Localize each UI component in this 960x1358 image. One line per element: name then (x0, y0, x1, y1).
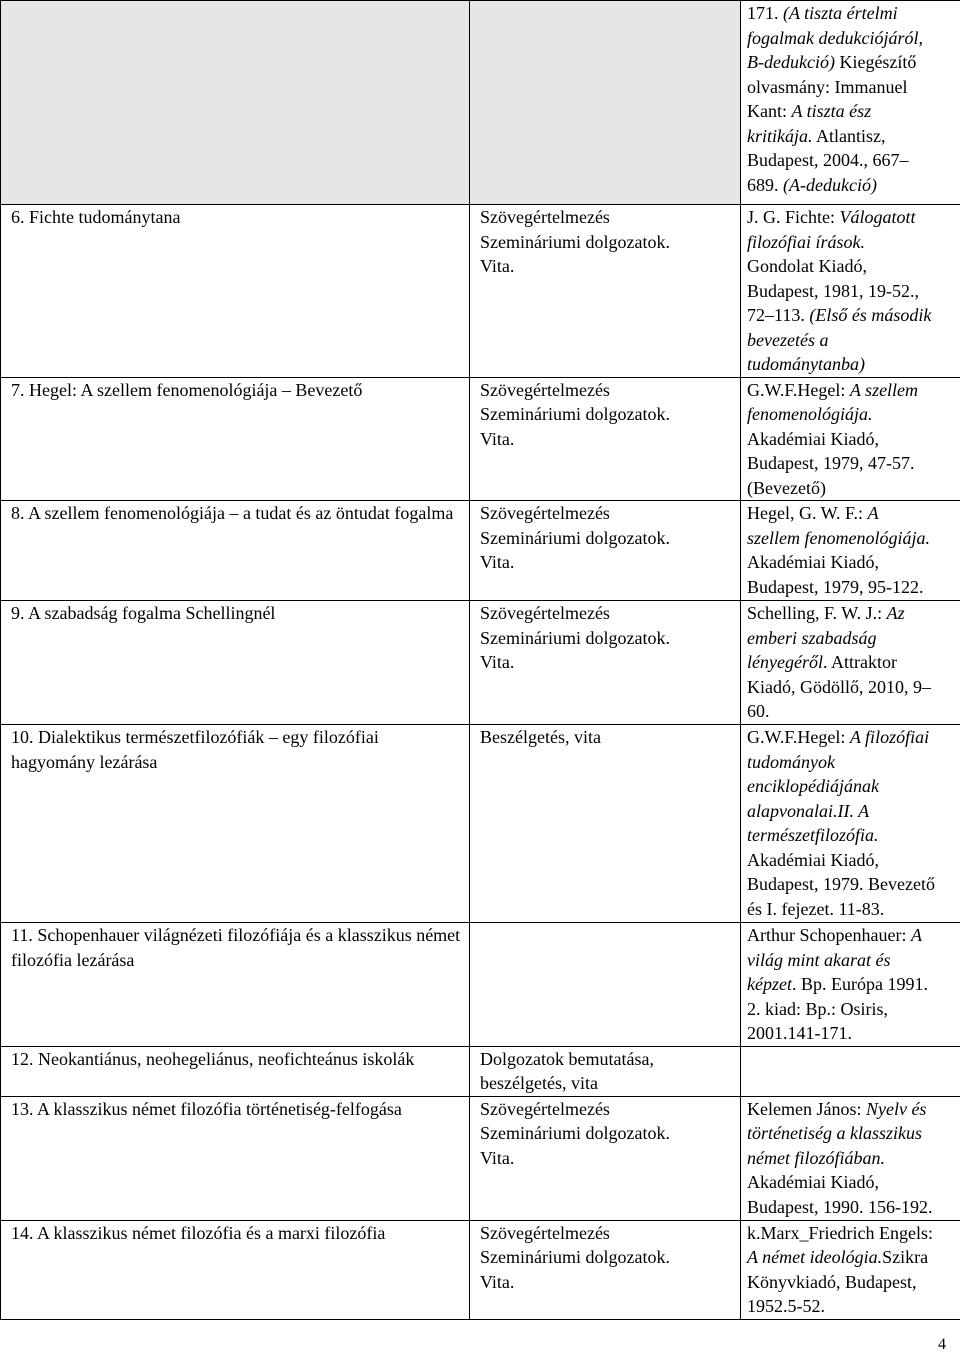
literature-line (747, 575, 960, 600)
literature-line (747, 378, 960, 403)
literature-line (747, 303, 960, 328)
literature-text: J. G. Fichte: (747, 207, 840, 227)
literature-title-text: Válogatott (840, 207, 916, 227)
topic-cell (1, 1220, 470, 1319)
literature-line (747, 427, 960, 452)
literature-text: G.W.F.Hegel: (747, 380, 850, 400)
literature-line (747, 1294, 960, 1319)
method-line: Dolgozatok bemutatása, (480, 1047, 734, 1072)
literature-title-text: kritikája. (747, 126, 813, 146)
literature-title-text: bevezetés a (747, 330, 828, 350)
literature-line (747, 1195, 960, 1220)
literature-text: Akadémiai Kiadó, (747, 1172, 879, 1192)
literature-title-text: tudományok (747, 752, 835, 772)
method-cell (470, 923, 741, 1047)
literature-line (747, 501, 960, 526)
literature-cell (741, 205, 960, 378)
literature-text: és I. fejezet. 11-83. (747, 899, 884, 919)
method-line: Szövegértelmezés (480, 205, 734, 230)
literature-cell (741, 1, 960, 205)
literature-text: 2. kiad: Bp.: Osiris, (747, 999, 888, 1019)
literature-line (747, 872, 960, 897)
literature-line (747, 1121, 960, 1146)
literature-title-text: (Első és második (809, 305, 931, 325)
method-line: Szemináriumi dolgozatok. (480, 1245, 734, 1270)
literature-text: 2001.141-171. (747, 1023, 852, 1043)
literature-line (747, 1170, 960, 1195)
table-row (1, 923, 960, 1047)
literature-line (747, 124, 960, 149)
topic-cell (1, 1, 470, 205)
literature-cell (741, 501, 960, 601)
literature-text: 60. (747, 701, 770, 721)
literature-line (747, 205, 960, 230)
literature-text: Schelling, F. W. J.: (747, 603, 887, 623)
literature-text: 1952.5-52. (747, 1296, 825, 1316)
literature-text: Kiadó, Gödöllő, 2010, 9– (747, 677, 931, 697)
literature-line (747, 1146, 960, 1171)
literature-text: k.Marx_Friedrich Engels: (747, 1223, 933, 1243)
literature-title-text: szellem fenomenológiája. (747, 528, 930, 548)
method-line: beszélgetés, vita (480, 1071, 734, 1096)
method-cell (470, 501, 741, 601)
literature-line (747, 799, 960, 824)
table-row (1, 377, 960, 501)
literature-line (747, 750, 960, 775)
literature-line (747, 50, 960, 75)
literature-line (747, 173, 960, 198)
table-row (1, 725, 960, 923)
literature-line (747, 675, 960, 700)
literature-line (747, 897, 960, 922)
literature-line (747, 230, 960, 255)
topic-cell (1, 1046, 470, 1096)
method-cell (470, 601, 741, 725)
literature-title-text: Nyelv és (866, 1099, 926, 1119)
literature-cell (741, 377, 960, 501)
method-line: Szemináriumi dolgozatok. (480, 626, 734, 651)
literature-title-text: (A-dedukció) (783, 175, 877, 195)
literature-title-text: A filozófiai (850, 727, 929, 747)
literature-line (747, 948, 960, 973)
method-cell (470, 1096, 741, 1220)
method-line: Vita. (480, 1270, 734, 1295)
literature-title-text: világ mint akarat és (747, 950, 890, 970)
literature-line (747, 601, 960, 626)
literature-text: Hegel, G. W. F.: (747, 503, 868, 523)
literature-title-text: B-dedukció) (747, 52, 835, 72)
method-cell (470, 1, 741, 205)
literature-line (747, 923, 960, 948)
literature-text: Arthur Schopenhauer: (747, 925, 911, 945)
table-row (1, 1046, 960, 1096)
topic-cell (1, 1096, 470, 1220)
literature-text: Kelemen János: (747, 1099, 866, 1119)
literature-title-text: német filozófiában. (747, 1148, 885, 1168)
topic-text: 13. A klasszikus német filozófia történetiség-felfogása (11, 1099, 402, 1119)
method-line: Vita. (480, 550, 734, 575)
method-line: Szövegértelmezés (480, 1221, 734, 1246)
literature-text: 171. (747, 3, 783, 23)
literature-text: Budapest, 1981, 19-52., (747, 281, 919, 301)
literature-cell (741, 1046, 960, 1096)
literature-line (747, 848, 960, 873)
literature-line (747, 823, 960, 848)
topic-text: 6. Fichte tudománytana (11, 207, 180, 227)
method-cell (470, 205, 741, 378)
literature-line (747, 725, 960, 750)
literature-line (747, 451, 960, 476)
literature-title-text: alapvonalai.II. A (747, 801, 869, 821)
literature-line (747, 328, 960, 353)
method-line: Vita. (480, 1146, 734, 1171)
literature-title-text: természetfilozófia. (747, 825, 879, 845)
literature-line (747, 1245, 960, 1270)
literature-line (747, 75, 960, 100)
literature-line (747, 526, 960, 551)
literature-title-text: A (911, 925, 922, 945)
table-row (1, 501, 960, 601)
topic-text: 8. A szellem fenomenológiája – a tudat és az öntudat fogalma (11, 503, 453, 523)
method-line: Vita. (480, 254, 734, 279)
literature-text: 689. (747, 175, 783, 195)
literature-text: Budapest, 1979. Bevezető (747, 874, 935, 894)
literature-cell (741, 1220, 960, 1319)
topic-cell (1, 725, 470, 923)
literature-text: Kiegészítő (835, 52, 916, 72)
literature-text: Akadémiai Kiadó, (747, 429, 879, 449)
literature-line (747, 254, 960, 279)
literature-text: Gondolat Kiadó, (747, 256, 867, 276)
literature-text: Budapest, 2004., 667– (747, 150, 909, 170)
literature-title-text: A (868, 503, 879, 523)
literature-line (747, 476, 960, 501)
literature-title-text: fenomenológiája. (747, 404, 872, 424)
literature-line (747, 626, 960, 651)
literature-line (747, 997, 960, 1022)
method-line: Vita. (480, 427, 734, 452)
literature-text: Budapest, 1990. 156-192. (747, 1197, 932, 1217)
literature-title-text: A szellem (850, 380, 918, 400)
literature-line (747, 650, 960, 675)
literature-text: Budapest, 1979, 47-57. (747, 453, 914, 473)
literature-text: Atlantisz, (813, 126, 886, 146)
method-line: Szövegértelmezés (480, 501, 734, 526)
topic-text: 11. Schopenhauer világnézeti filozófiája és a klasszikus német filozófia lezárása (11, 925, 460, 970)
literature-line (747, 972, 960, 997)
literature-title-text: képzet (747, 974, 792, 994)
literature-text: 72–113. (747, 305, 809, 325)
literature-line (747, 1097, 960, 1122)
topic-cell (1, 205, 470, 378)
literature-title-text: (A tiszta értelmi (783, 3, 898, 23)
method-cell (470, 377, 741, 501)
table-row (1, 1, 960, 205)
topic-cell (1, 601, 470, 725)
table-row (1, 205, 960, 378)
topic-text: 9. A szabadság fogalma Schellingnél (11, 603, 275, 623)
literature-line (747, 550, 960, 575)
literature-title-text: Az (887, 603, 905, 623)
topic-text: 7. Hegel: A szellem fenomenológiája – Bevezető (11, 380, 362, 400)
page-number: 4 (938, 1333, 946, 1358)
topic-cell (1, 501, 470, 601)
literature-line (747, 148, 960, 173)
literature-line (747, 402, 960, 427)
literature-line (747, 774, 960, 799)
syllabus-body (1, 1, 960, 1320)
literature-title-text: tudománytanba) (747, 354, 865, 374)
literature-cell (741, 601, 960, 725)
table-row (1, 601, 960, 725)
topic-text: 10. Dialektikus természetfilozófiák – egy filozófiai hagyomány lezárása (11, 727, 379, 772)
literature-text: . Bp. Európa 1991. (792, 974, 928, 994)
literature-line (747, 699, 960, 724)
method-cell (470, 1220, 741, 1319)
method-line: Szövegértelmezés (480, 1097, 734, 1122)
literature-line (747, 99, 960, 124)
topic-cell (1, 923, 470, 1047)
method-line: Beszélgetés, vita (480, 725, 734, 750)
literature-title-text: fogalmak dedukciójáról, (747, 28, 923, 48)
method-line: Szemináriumi dolgozatok. (480, 402, 734, 427)
method-line: Szövegértelmezés (480, 601, 734, 626)
literature-line (747, 26, 960, 51)
topic-text: 14. A klasszikus német filozófia és a marxi filozófia (11, 1223, 385, 1243)
literature-cell (741, 725, 960, 923)
table-row (1, 1096, 960, 1220)
literature-title-text: A német ideológia. (747, 1247, 882, 1267)
literature-text: (Bevezető) (747, 478, 826, 498)
literature-text: Könyvkiadó, Budapest, (747, 1272, 916, 1292)
literature-title-text: A tiszta ész (792, 101, 872, 121)
method-line: Szemináriumi dolgozatok. (480, 526, 734, 551)
literature-line (747, 352, 960, 377)
literature-text: . Attraktor (823, 652, 897, 672)
literature-title-text: történetiség a klasszikus (747, 1123, 922, 1143)
method-line: Vita. (480, 650, 734, 675)
topic-cell (1, 377, 470, 501)
literature-line (747, 1270, 960, 1295)
literature-cell (741, 923, 960, 1047)
literature-title-text: emberi szabadság (747, 628, 877, 648)
literature-line (747, 1221, 960, 1246)
literature-line (747, 1021, 960, 1046)
method-line: Szemináriumi dolgozatok. (480, 230, 734, 255)
literature-text: Szikra (882, 1247, 928, 1267)
literature-text: Budapest, 1979, 95-122. (747, 577, 923, 597)
method-line: Szemináriumi dolgozatok. (480, 1121, 734, 1146)
literature-text: Akadémiai Kiadó, (747, 552, 879, 572)
method-cell (470, 725, 741, 923)
literature-line (747, 1, 960, 26)
literature-title-text: filozófiai írások. (747, 232, 865, 252)
literature-title-text: lényegéről (747, 652, 823, 672)
method-line: Szövegértelmezés (480, 378, 734, 403)
literature-cell (741, 1096, 960, 1220)
literature-text: Akadémiai Kiadó, (747, 850, 879, 870)
topic-text: 12. Neokantiánus, neohegeliánus, neofichteánus iskolák (11, 1049, 414, 1069)
literature-text: olvasmány: Immanuel (747, 77, 907, 97)
literature-line (747, 279, 960, 304)
table-row (1, 1220, 960, 1319)
literature-text: G.W.F.Hegel: (747, 727, 850, 747)
literature-title-text: enciklopédiájának (747, 776, 879, 796)
literature-text: Kant: (747, 101, 792, 121)
method-cell (470, 1046, 741, 1096)
